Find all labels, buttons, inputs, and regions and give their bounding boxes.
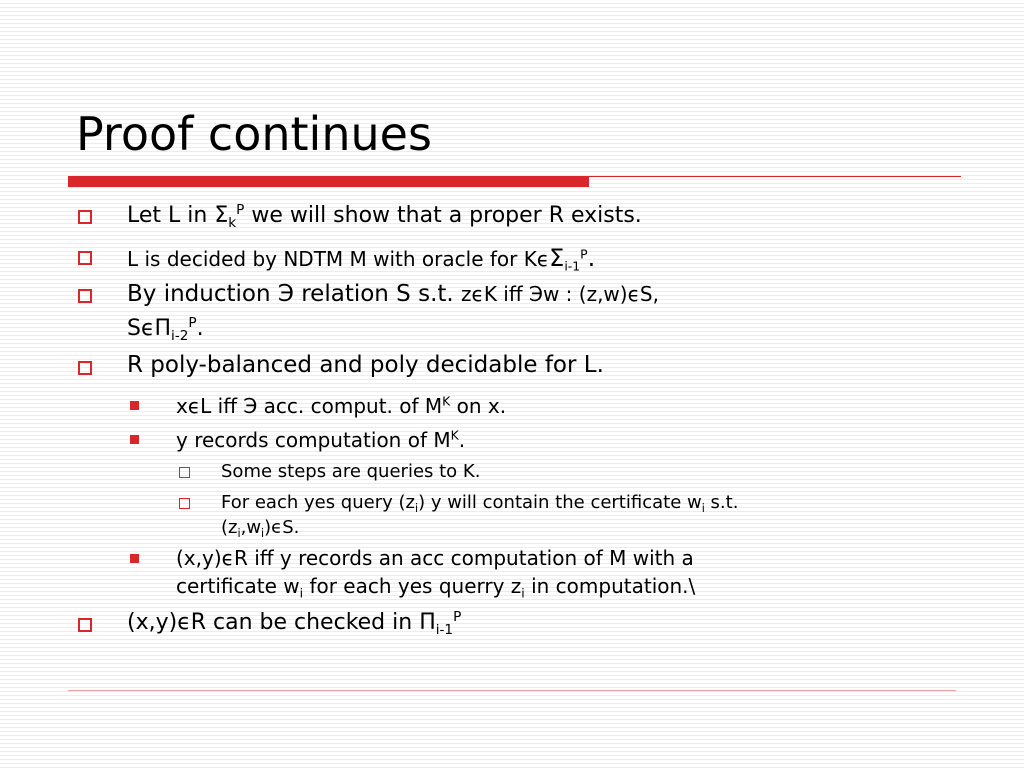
hollow-square-bullet-icon: [78, 361, 92, 375]
subscript: i: [414, 501, 419, 515]
bullet-item-3: [127, 281, 659, 307]
bullet-item-2: [127, 244, 595, 272]
bullet-item-3-cont: [127, 314, 204, 344]
bullet-item-1: [127, 201, 642, 231]
item-text: zϵK iff: [461, 282, 529, 306]
title-underline-thin: [589, 176, 961, 177]
subscript: i-1: [435, 621, 454, 638]
superscript: P: [453, 608, 462, 625]
hollow-square-bullet-icon: [179, 467, 190, 478]
item-text: in computation.\: [524, 574, 696, 598]
superscript: P: [236, 201, 245, 218]
subscript: i: [261, 526, 265, 540]
item-text: (x,y)ϵR can be checked in Π: [127, 610, 436, 635]
item-text: SϵΠ: [127, 316, 172, 341]
filled-square-bullet-icon: [130, 554, 139, 563]
item-text: For each yes query (z: [221, 492, 415, 513]
subscript: i-1: [564, 258, 581, 274]
subscript: i: [701, 501, 705, 515]
slide-title: Proof continues: [76, 107, 432, 161]
bullet-item-5: [127, 608, 462, 638]
subscript: k: [228, 214, 237, 231]
superscript: K: [450, 427, 459, 443]
item-text: .: [458, 428, 466, 452]
item-text: on x.: [450, 394, 507, 418]
subscript: i: [237, 526, 241, 540]
sub-bullet-item-1: [176, 394, 506, 418]
item-text: y records computation of M: [176, 428, 451, 452]
subscript: i: [299, 585, 304, 601]
item-text: Let L in: [127, 203, 215, 228]
item-text: for each yes querry z: [303, 574, 522, 598]
filled-square-bullet-icon: [130, 401, 139, 410]
superscript: P: [580, 246, 588, 262]
item-text: (z: [221, 517, 238, 538]
filled-square-bullet-icon: [130, 435, 139, 444]
item-text: .: [196, 316, 204, 341]
sub-bullet-item-3-cont: [176, 574, 696, 601]
hollow-square-bullet-icon: [78, 618, 92, 632]
sub-sub-bullet-item-2-cont: [221, 517, 299, 538]
sub-sub-bullet-item-1: Some steps are queries to K.: [221, 461, 481, 482]
hollow-square-bullet-icon: [78, 210, 92, 224]
sub-sub-bullet-item-2: [221, 492, 738, 513]
sigma-symbol: Σ: [549, 244, 565, 272]
superscript: P: [188, 314, 197, 331]
item-text: By induction Э relation S s.t.: [127, 281, 462, 307]
item-text: we will show that a proper R exists.: [244, 203, 642, 228]
sub-bullet-item-3: (x,y)ϵR iff y records an acc computation of M with a: [176, 546, 694, 570]
sub-bullet-item-2: [176, 428, 465, 452]
footer-divider: [68, 690, 956, 691]
item-text: )ϵS.: [264, 517, 300, 538]
item-text: ) y will contain the certificate w: [418, 492, 702, 513]
sigma-symbol: Σ: [214, 203, 229, 228]
hollow-square-bullet-icon: [78, 289, 92, 303]
item-text: xϵL iff Э acc. comput. of M: [176, 394, 443, 418]
superscript: K: [442, 393, 451, 409]
item-text: certificate w: [176, 574, 300, 598]
item-text: L is decided by NDTM M with oracle for Kϵ: [127, 247, 550, 271]
item-text: Эw : (z,w)ϵS,: [529, 282, 659, 306]
item-text: s.t.: [704, 492, 739, 513]
hollow-square-bullet-icon: [78, 251, 92, 265]
item-text: .: [587, 244, 596, 272]
subscript: i-2: [171, 327, 189, 344]
bullet-item-4: R poly-balanced and poly decidable for L.: [127, 352, 604, 378]
hollow-square-bullet-icon: [179, 498, 190, 509]
subscript: i: [521, 585, 525, 601]
item-text: ,w: [240, 517, 262, 538]
title-underline-thick: [68, 176, 589, 187]
